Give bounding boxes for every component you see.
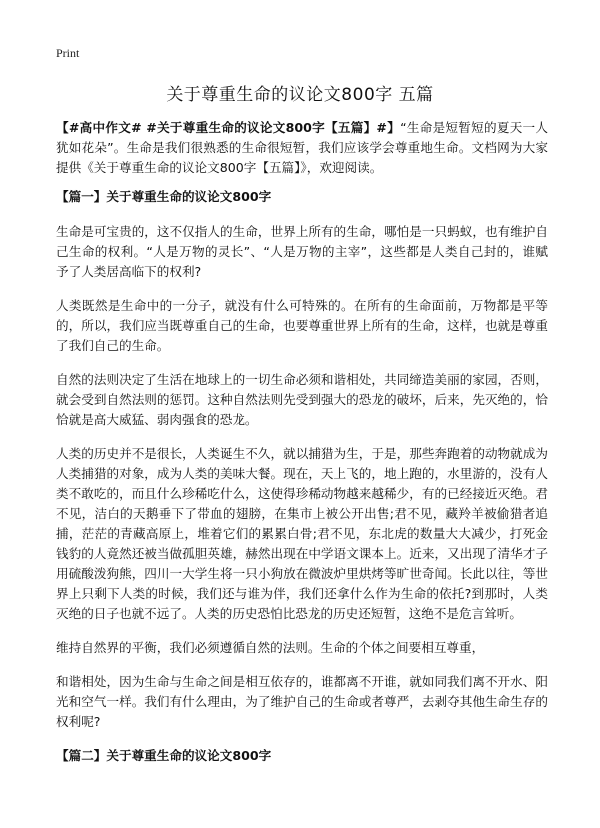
intro-paragraph	[56, 118, 548, 178]
paragraph-5: 维持自然界的平衡，我们必须遵循自然的法则。生命的个体之间要相互尊重，	[56, 640, 485, 655]
intro-tag: 【#高中作文# #关于尊重生命的议论文800字【五篇】#】	[56, 120, 401, 135]
page-title: 关于尊重生命的议论文800字 五篇	[166, 85, 434, 105]
section-heading-2: 【篇二】关于尊重生命的议论文800字	[56, 748, 272, 763]
paragraph-3: 自然的法则决定了生活在地球上的一切生命必须和谐相处，共同缔造美丽的家园，否则，就会受到自然法则的惩罚。这种自然法则先受到强大的恐龙的破坏，后来，先灭绝的，恰恰就是高大威猛、弱肉强食的恐龙。	[56, 372, 548, 427]
paragraph-4: 人类的历史并不是很长，人类诞生不久，就以捕猎为生，于是，那些奔跑着的动物就成为人类捕猎的对象，成为人类的美味大餐。现在，天上飞的，地上跑的，水里游的，没有人类不敢吃的，而且什么珍稀吃什么，这使得珍稀动物越来越稀少，有的已经接近灭绝。君不见，洁白的天鹅垂下了带血的翅膀，在集市上被公开出售;君不见，藏羚羊被偷猎者追捕，茫茫的青藏高原上，堆着它们的累累白骨;君不见，东北虎的数量大大减少，打死金钱豹的人竟然还被当做孤胆英雄，赫然出现在中学语文课本上。近来，又出现了清华才子用硫酸泼狗熊，四川一大学生将一只小狗放在微波炉里烘烤等旷世奇闻。长此以往，等世界上只剩下人类的时候，我们还与谁为伴，我们还拿什么作为生命的依托?到那时，人类灭绝的日子也就不远了。人类的历史恐怕比恐龙的历史还短暂，这绝不是危言耸听。	[56, 446, 548, 621]
print-link[interactable]: Print	[56, 46, 80, 60]
paragraph-1: 生命是可宝贵的，这不仅指人的生命，世界上所有的生命，哪怕是一只蚂蚁，也有维护自己生命的权利。“人是万物的灵长”、“人是万物的主宰”，这些都是人类自己封的，谁赋予了人类居高临下的权利?	[56, 224, 548, 279]
section-heading-1: 【篇一】关于尊重生命的议论文800字	[56, 189, 272, 204]
article-body	[56, 118, 548, 781]
paragraph-2: 人类既然是生命中的一分子，就没有什么可特殊的。在所有的生命面前，万物都是平等的，所以，我们应当既尊重自己的生命，也要尊重世界上所有的生命，这样，也就是尊重了我们自己的生命。	[56, 298, 548, 353]
paragraph-6: 和谐相处，因为生命与生命之间是相互依存的，谁都离不开谁，就如同我们离不开水、阳光和空气一样。我们有什么理由，为了维护自己的生命或者尊严，去剥夺其他生命生存的权利呢?	[56, 674, 548, 729]
intro-text: “生命是短暂短的夏天一人犹如花朵”。生命是我们很熟悉的生命很短暂，我们应该学会尊重地生命。文档网为大家提供《关于尊重生命的议论文800字【五篇】》，欢迎阅读。	[56, 120, 548, 175]
